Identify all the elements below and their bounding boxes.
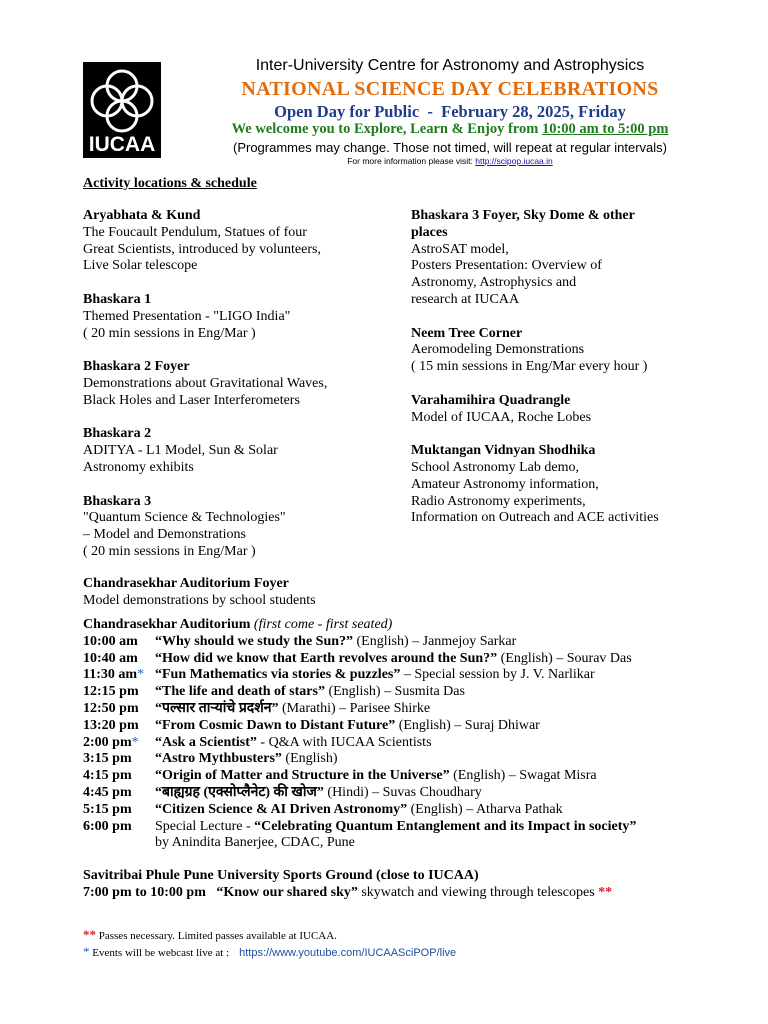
location-line: Demonstrations about Gravitational Waves,	[83, 375, 328, 391]
session-time: 12:15 pm	[83, 684, 139, 700]
webcast-link[interactable]: https://www.youtube.com/IUCAASciPOP/live	[239, 947, 457, 959]
auditorium-heading: Chandrasekhar Auditorium	[83, 617, 254, 632]
location-line: ( 20 min sessions in Eng/Mar )	[83, 325, 256, 341]
webcast-star: *	[137, 667, 145, 683]
location-block	[83, 494, 383, 561]
session-details: (Marathi) – Parisee Shirke	[278, 700, 431, 716]
session-title: “The life and death of stars”	[155, 684, 325, 700]
special-lecture-row	[83, 819, 636, 836]
session-details: (Hindi) – Suvas Choudhary	[323, 784, 482, 800]
session-time: 12:50 pm	[83, 700, 139, 716]
location-line: Astronomy, Astrophysics and	[411, 275, 577, 291]
location-heading: Bhaskara 1	[83, 291, 152, 307]
change-note: (Programmes may change. Those not timed, will repeat at regular intervals)	[232, 140, 667, 155]
location-block	[411, 443, 701, 527]
location-line: School Astronomy Lab demo,	[411, 459, 579, 475]
welcome-prefix: We welcome you to Explore, Learn & Enjoy from	[231, 121, 542, 137]
session-row	[83, 802, 636, 819]
location-block	[411, 393, 701, 427]
session-details: (English) – Suraj Dhiwar	[395, 717, 540, 733]
location-line: Radio Astronomy experiments,	[411, 493, 586, 509]
session-details: – Special session by J. V. Narlikar	[400, 667, 595, 683]
sports-details: skywatch and viewing through telescopes	[357, 885, 599, 900]
session-title: “Origin of Matter and Structure in the Universe”	[155, 768, 450, 784]
more-info-label: For more information please visit:	[347, 156, 476, 166]
scipop-link[interactable]: http://scipop.iucaa.in	[475, 156, 553, 166]
location-block	[411, 208, 701, 309]
session-time: 6:00 pm	[83, 818, 132, 834]
auditorium-heading-row	[83, 617, 636, 634]
session-details: (English) – Atharva Pathak	[407, 801, 563, 817]
session-title: “How did we know that Earth revolves around the Sun?”	[155, 650, 498, 666]
sports-heading: Savitribai Phule Pune University Sports Ground (close to IUCAA)	[83, 868, 479, 883]
location-line: Astronomy exhibits	[83, 459, 194, 475]
location-line: "Quantum Science & Technologies"	[83, 510, 286, 526]
webcast-mark: *	[83, 944, 90, 959]
auditorium-schedule	[83, 617, 636, 852]
location-line: Amateur Astronomy information,	[411, 476, 599, 492]
location-heading: Aryabhata & Kund	[83, 208, 201, 223]
location-line: Black Holes and Laser Interferometers	[83, 392, 300, 408]
location-line: Posters Presentation: Overview of	[411, 258, 602, 274]
location-heading: Neem Tree Corner	[411, 325, 523, 341]
session-time: 4:15 pm	[83, 768, 132, 784]
sports-time: 7:00 pm to 10:00 pm	[83, 885, 206, 900]
session-details: (English) – Sourav Das	[497, 650, 632, 666]
location-block	[83, 292, 383, 342]
foyer-heading: Chandrasekhar Auditorium Foyer	[83, 576, 289, 591]
session-time: 10:00 am	[83, 633, 138, 649]
right-column	[411, 208, 701, 544]
session-time: 10:40 am	[83, 650, 138, 666]
location-heading: Bhaskara 3 Foyer, Sky Dome & other places	[411, 208, 635, 240]
left-column	[83, 208, 383, 578]
location-line: Live Solar telescope	[83, 258, 198, 274]
session-time: 3:15 pm	[83, 751, 132, 767]
session-title: “Celebrating Quantum Entanglement and its Impact in society”	[254, 818, 637, 834]
session-title: “Why should we study the Sun?”	[155, 633, 354, 649]
location-block	[83, 426, 383, 476]
knot-emblem-icon	[83, 62, 161, 140]
iucaa-logo	[83, 62, 161, 158]
session-time: 2:00 pm	[83, 734, 132, 750]
location-line: ( 15 min sessions in Eng/Mar every hour )	[411, 359, 648, 375]
session-title: “बाह्यग्रह (एक्सोप्लैनेट) की खोज”	[155, 784, 324, 800]
session-title: “Citizen Science & AI Driven Astronomy”	[155, 801, 408, 817]
session-title: “Astro Mythbusters”	[155, 751, 282, 767]
location-heading: Bhaskara 2 Foyer	[83, 359, 190, 375]
foyer-text: Model demonstrations by school students	[83, 593, 316, 608]
page-title: NATIONAL SCIENCE DAY CELEBRATIONS	[241, 78, 659, 100]
section-title: Activity locations & schedule	[83, 176, 257, 191]
session-row	[83, 651, 636, 668]
location-line: research at IUCAA	[411, 291, 520, 307]
location-heading: Bhaskara 3	[83, 493, 152, 509]
location-heading: Bhaskara 2	[83, 426, 152, 442]
location-line: The Foucault Pendulum, Statues of four	[83, 224, 307, 240]
passes-mark: **	[598, 885, 613, 900]
location-line: – Model and Demonstrations	[83, 527, 246, 543]
session-row	[83, 768, 636, 785]
special-byline: by Anindita Banerjee, CDAC, Pune	[155, 835, 355, 851]
session-details: - Q&A with IUCAA Scientists	[256, 734, 432, 750]
welcome-time: 10:00 am to 5:00 pm	[541, 121, 669, 137]
location-line: ADITYA - L1 Model, Sun & Solar	[83, 443, 278, 459]
session-row	[83, 684, 636, 701]
webcast-star: *	[131, 734, 139, 750]
session-time: 11:30 am	[83, 667, 138, 683]
session-row	[83, 701, 636, 718]
special-byline-row	[83, 835, 636, 852]
logo-text: IUCAA	[88, 133, 156, 156]
webcast-note	[83, 944, 456, 960]
session-time: 13:20 pm	[83, 717, 139, 733]
webcast-text: Events will be webcast live at :	[89, 947, 230, 959]
location-line: Great Scientists, introduced by volunteers,	[83, 241, 321, 257]
session-title: “From Cosmic Dawn to Distant Future”	[155, 717, 396, 733]
sports-title: “Know our shared sky”	[216, 885, 358, 900]
session-details: (English) – Swagat Misra	[449, 768, 597, 784]
session-details: (English)	[281, 751, 338, 767]
session-row	[83, 718, 636, 735]
location-block	[411, 326, 701, 376]
location-line: Aeromodeling Demonstrations	[411, 342, 585, 358]
session-details: (English) – Janmejoy Sarkar	[353, 633, 517, 649]
session-details: (English) – Susmita Das	[324, 684, 465, 700]
welcome-line	[180, 121, 720, 138]
session-row	[83, 735, 636, 752]
session-title: “Ask a Scientist”	[155, 734, 257, 750]
location-heading: Varahamihira Quadrangle	[411, 392, 571, 408]
org-name: Inter-University Centre for Astronomy and Astrophysics	[255, 57, 645, 74]
location-line: Information on Outreach and ACE activities	[411, 510, 659, 526]
location-line: Model of IUCAA, Roche Lobes	[411, 409, 592, 425]
passes-note	[83, 927, 337, 943]
passes-text: Passes necessary. Limited passes available at IUCAA.	[96, 930, 337, 942]
auditorium-note: (first come - first seated)	[253, 617, 393, 632]
location-line: AstroSAT model,	[411, 241, 509, 257]
location-line: ( 20 min sessions in Eng/Mar )	[83, 543, 256, 559]
session-row	[83, 785, 636, 802]
event-subtitle: Open Day for Public - February 28, 2025, Friday	[274, 102, 626, 121]
more-info	[180, 156, 720, 166]
session-title: “पल्सार ताऱ्यांचे प्रदर्शन”	[155, 700, 279, 716]
sports-row	[83, 885, 612, 902]
location-line: Themed Presentation - "LIGO India"	[83, 308, 291, 324]
session-time: 4:45 pm	[83, 784, 132, 800]
session-row	[83, 667, 636, 684]
location-block	[83, 359, 383, 409]
location-heading: Muktangan Vidnyan Shodhika	[411, 443, 596, 459]
location-block	[83, 208, 383, 275]
passes-mark: **	[83, 927, 96, 942]
special-prefix: Special Lecture -	[155, 818, 255, 834]
session-title: “Fun Mathematics via stories & puzzles”	[155, 667, 401, 683]
session-time: 5:15 pm	[83, 801, 132, 817]
session-row	[83, 634, 636, 651]
session-row	[83, 751, 636, 768]
